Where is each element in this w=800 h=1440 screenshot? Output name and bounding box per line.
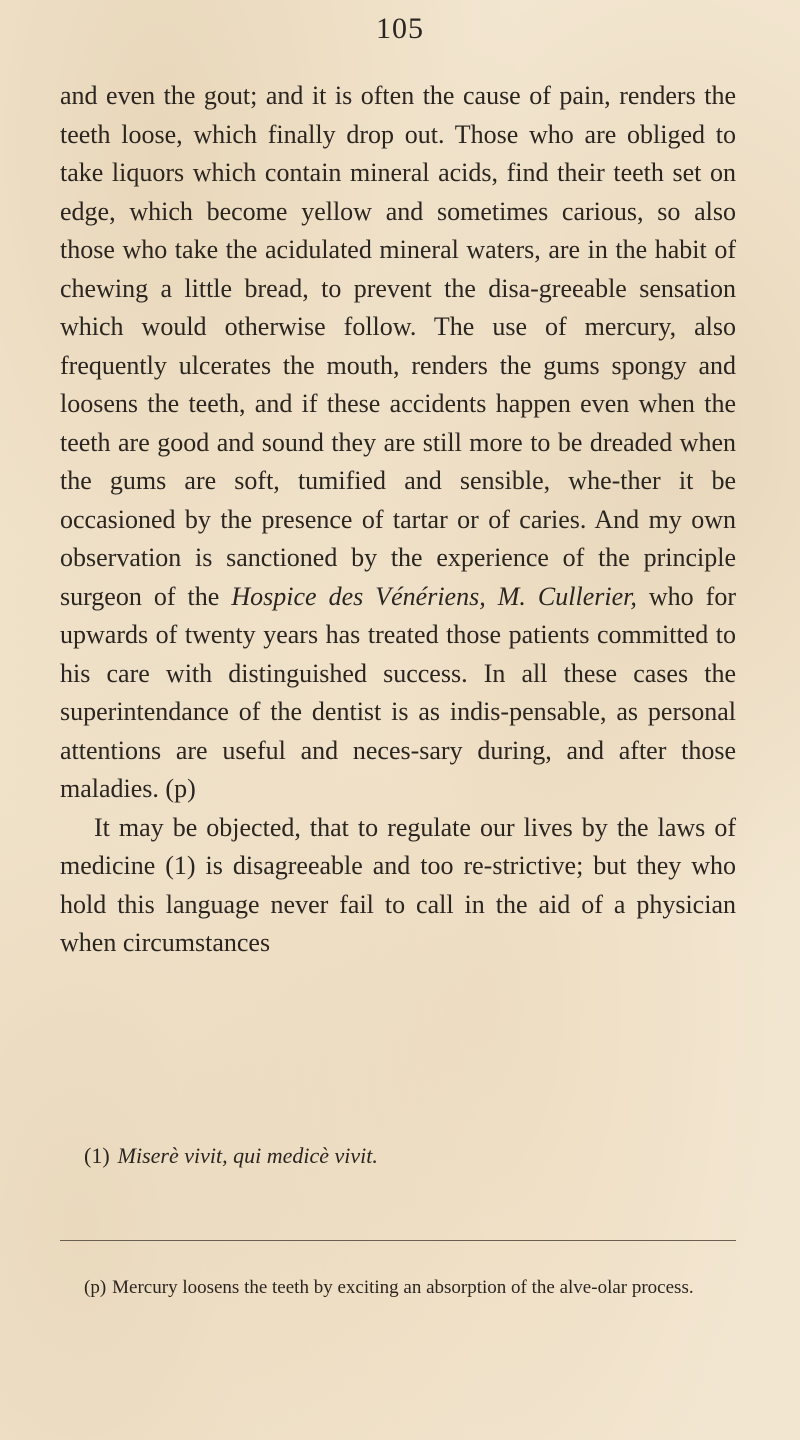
body-text bbox=[60, 77, 736, 963]
footnote-p-marker: (p) bbox=[84, 1277, 107, 1298]
footnote-1-text: Miserè vivit, qui medicè vivit. bbox=[117, 1143, 378, 1168]
footnote-divider bbox=[60, 1240, 736, 1241]
footnote-1-marker: (1) bbox=[84, 1143, 110, 1168]
paragraph-1-text-a: and even the gout; and it is often the cause of pain, renders the teeth loose, which finally drop out. Those who are obliged to take liquors which contain mineral acids, find their teeth set on edge, which become yellow and sometimes carious, so also those who take the acidulated mineral waters, are in the habit of chewing a little bread, to prevent the disa-greeable sensation which would otherwise follow. The use of mercury, also frequently ulcerates the mouth, renders the gums spongy and loosens the teeth, and if these accidents happen even when the teeth are good and sound they are still more to be dreaded when the gums are soft, tumified and sensible, whe-ther it be occasioned by the presence of tartar or of caries. And my own observation is sanctioned by the experience of the principle surgeon of the bbox=[60, 81, 736, 611]
paragraph-1 bbox=[60, 77, 736, 809]
footnote-1 bbox=[60, 1142, 736, 1170]
page-number: 105 bbox=[376, 12, 424, 45]
paragraph-1-text-b: who for upwards of twenty years has treated those patients committed to his care with distinguished success. In all these cases the superintendance of the dentist is as indis-pensable, as personal attentions are useful and neces-sary during, and after those maladies. bbox=[60, 581, 736, 803]
footnote-p-text: Mercury loosens the teeth by exciting an absorption of the alve-olar process. bbox=[112, 1277, 694, 1298]
footnote-p bbox=[60, 1275, 736, 1300]
footnote-ref-p: (p) bbox=[165, 774, 196, 803]
hospice-name: Hospice des Vénériens, M. Cullerier, bbox=[231, 581, 637, 611]
paragraph-2: It may be objected, that to regulate our lives by the laws of medicine (1) is disagreeable and too re-strictive; but they who hold this language never fail to call in the aid of a physician when circumstances bbox=[60, 812, 736, 957]
